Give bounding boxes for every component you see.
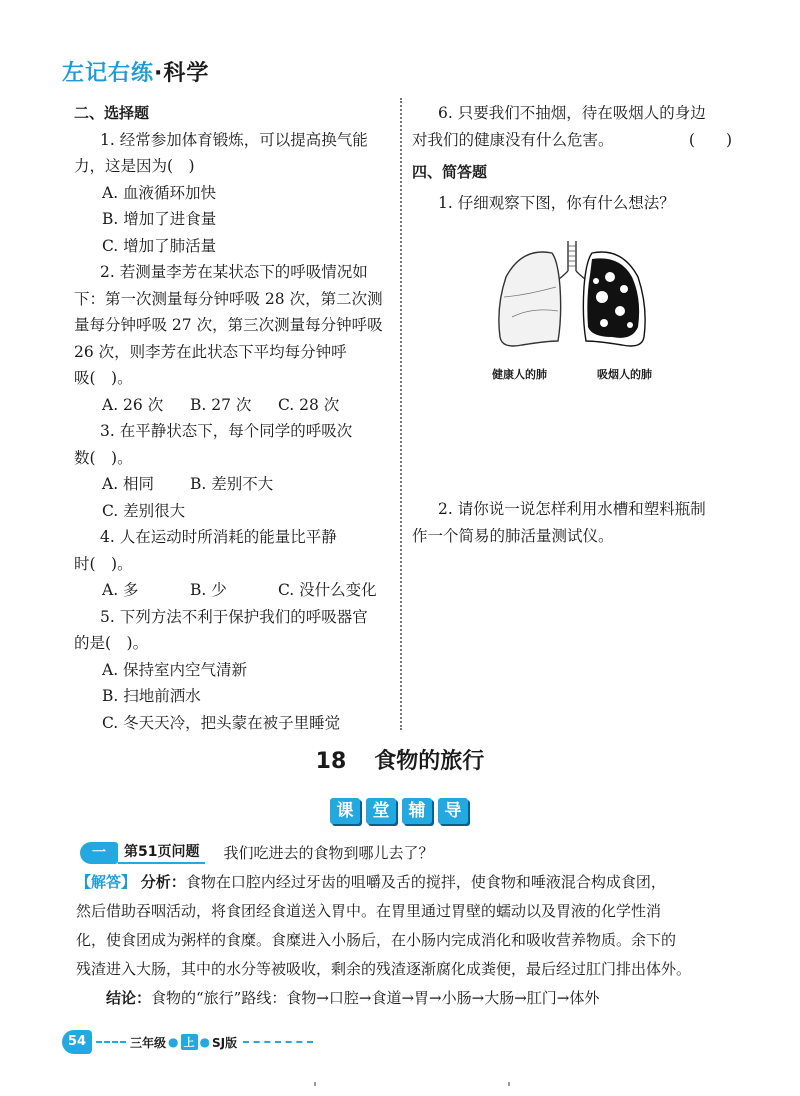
edition-label: SJ版 bbox=[211, 1035, 238, 1050]
option-item: A. 相同 bbox=[102, 475, 155, 493]
banner-char: 课 bbox=[330, 798, 360, 824]
caption-smoker-lung: 吸烟人的肺 bbox=[597, 368, 652, 381]
question-line: C. 差别很大 bbox=[102, 501, 186, 520]
question-line: 3. 在平静状态下，每个同学的呼吸次 bbox=[100, 422, 353, 440]
banner-char: 辅 bbox=[402, 798, 432, 824]
page-footer bbox=[62, 1030, 313, 1054]
conclusion-text: 食物的“旅行”路线：食物→口腔→食道→胃→小肠→大肠→肛门→体外 bbox=[151, 989, 600, 1007]
term-label: 上 bbox=[181, 1034, 198, 1050]
healthy-lung-shape bbox=[499, 252, 561, 346]
section-banner bbox=[330, 798, 468, 824]
header-dot: · bbox=[154, 61, 164, 86]
lung-illustration bbox=[492, 237, 652, 352]
lung-figure bbox=[492, 237, 652, 381]
chapter-title bbox=[0, 744, 800, 775]
question-text: 我们吃进去的食物到哪儿去了？ bbox=[223, 844, 434, 862]
question-line: A. 血液循环加快 bbox=[102, 183, 217, 202]
question-line: B. 增加了进食量 bbox=[102, 210, 217, 228]
answer-paren: ( ) bbox=[688, 130, 732, 149]
figure-captions bbox=[492, 366, 652, 382]
footer-dot-icon: ● bbox=[168, 1035, 179, 1049]
question-line: 量每分钟呼吸 27 次，第三次测量每分钟呼吸 bbox=[74, 316, 383, 334]
crop-mark bbox=[314, 1082, 316, 1086]
question-6-line1: 6. 只要我们不抽烟，待在吸烟人的身边 bbox=[438, 104, 706, 122]
answer-tag: 【解答】 bbox=[76, 873, 137, 891]
footer-dashes bbox=[96, 1041, 126, 1043]
section-heading: 二、选择题 bbox=[74, 104, 150, 122]
option-row bbox=[74, 577, 392, 604]
option-row bbox=[74, 392, 392, 419]
section-4-heading: 四、简答题 bbox=[412, 163, 488, 181]
left-column bbox=[74, 100, 392, 736]
option-item: A. 多 bbox=[102, 581, 139, 599]
option-row bbox=[74, 471, 392, 498]
option-item: C. 28 次 bbox=[278, 395, 340, 414]
page-number: 54 bbox=[62, 1030, 92, 1054]
conclusion-line bbox=[76, 984, 724, 1013]
question-6-line2 bbox=[412, 127, 732, 154]
question-line: 力，这是因为( ) bbox=[74, 157, 195, 175]
chapter-name: 食物的旅行 bbox=[374, 749, 485, 774]
answer-line: 残渣进入大肠，其中的水分等被吸收，剩余的残渣逐渐腐化成粪便，最后经过肛门排出体外。 bbox=[76, 960, 692, 978]
short-question-1: 1. 仔细观察下图，你有什么想法？ bbox=[438, 193, 675, 212]
answer-block bbox=[76, 868, 724, 1013]
question-line: C. 冬天天冷，把头蒙在被子里睡觉 bbox=[102, 713, 341, 732]
question-line: 5. 下列方法不利于保护我们的呼吸器官 bbox=[100, 607, 368, 626]
answer-line: 然后借助吞咽活动，将食团经食道送入胃中。在胃里通过胃壁的蠕动以及胃液的化学性消 bbox=[76, 902, 662, 920]
question-line: C. 增加了肺活量 bbox=[102, 236, 217, 255]
answer-line bbox=[76, 868, 724, 897]
right-column bbox=[412, 100, 732, 216]
option-item: B. 27 次 bbox=[190, 395, 252, 414]
question-tag bbox=[80, 841, 434, 864]
grade-label: 三年级 bbox=[130, 1035, 167, 1050]
analysis-text: 食物在口腔内经过牙齿的咀嚼及舌的搅拌，使食物和唾液混合构成食团， bbox=[185, 873, 666, 891]
short-question-2-line1: 2. 请你说一说怎样利用水槽和塑料瓶制 bbox=[438, 500, 706, 518]
footer-dashes bbox=[243, 1041, 313, 1043]
header-title bbox=[62, 56, 209, 87]
answer-line: 化，使食团成为粥样的食糜。食糜进入小肠后，在小肠内完成消化和吸收营养物质。余下的 bbox=[76, 931, 677, 949]
subject-name: 科学 bbox=[163, 61, 210, 86]
question-line: A. 保持室内空气清新 bbox=[102, 660, 248, 679]
banner-char: 堂 bbox=[366, 798, 396, 824]
question-badge: 一 bbox=[80, 842, 118, 864]
option-item: B. 少 bbox=[190, 581, 227, 599]
question-line: 下：第一次测量每分钟呼吸 28 次，第二次测 bbox=[74, 289, 383, 308]
conclusion-label: 结论： bbox=[106, 989, 152, 1007]
crop-mark bbox=[508, 1082, 510, 1086]
column-divider bbox=[400, 98, 402, 730]
footer-dot-icon: ● bbox=[199, 1035, 210, 1049]
option-item: B. 差别不大 bbox=[190, 475, 274, 493]
question-line: 2. 若测量李芳在某状态下的呼吸情况如 bbox=[100, 263, 368, 281]
chapter-number: 18 bbox=[315, 749, 347, 774]
question-line: 的是( )。 bbox=[74, 634, 149, 652]
question-line: 时( )。 bbox=[74, 554, 133, 573]
question-line: 26 次，则李芳在此状态下平均每分钟呼 bbox=[74, 342, 347, 361]
brand-name: 左记右练 bbox=[62, 61, 155, 86]
short-question-2 bbox=[412, 496, 732, 549]
short-question-2-line2: 作一个简易的肺活量测试仪。 bbox=[412, 526, 614, 545]
question-line: 4. 人在运动时所消耗的能量比平静 bbox=[100, 528, 337, 546]
analysis-label: 分析： bbox=[140, 873, 186, 891]
caption-healthy-lung: 健康人的肺 bbox=[492, 368, 547, 381]
question-line: 数( )。 bbox=[74, 448, 133, 467]
option-item: A. 26 次 bbox=[102, 395, 164, 414]
option-item: C. 没什么变化 bbox=[278, 581, 377, 599]
question-line: 1. 经常参加体育锻炼，可以提高换气能 bbox=[100, 130, 368, 149]
question-line: 吸( )。 bbox=[74, 369, 133, 387]
question-6-text: 对我们的健康没有什么危害。 bbox=[412, 130, 614, 149]
question-line: B. 扫地前洒水 bbox=[102, 687, 201, 705]
question-page-label: 第51页问题 bbox=[118, 841, 205, 864]
banner-char: 导 bbox=[438, 798, 468, 824]
